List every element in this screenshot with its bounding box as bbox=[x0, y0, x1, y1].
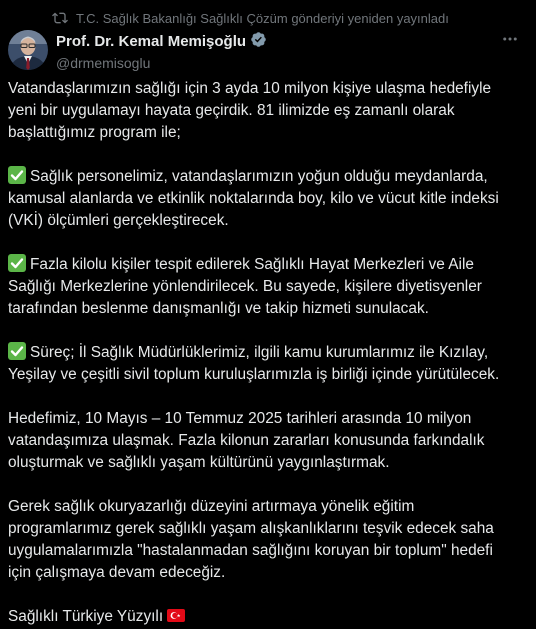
avatar[interactable] bbox=[8, 30, 48, 70]
tweet-paragraph bbox=[8, 78, 530, 144]
text-line: oluşturmak ve sağlıklı yaşam kültürünü yaygınlaştırmak. bbox=[8, 454, 390, 471]
more-options-button[interactable] bbox=[498, 29, 522, 53]
verified-badge-icon[interactable] bbox=[250, 31, 267, 52]
check-mark-icon bbox=[8, 166, 26, 184]
repost-bar[interactable] bbox=[52, 10, 449, 26]
text-line: (VKİ) ölçümleri gerçekleştirecek. bbox=[8, 212, 229, 229]
text-line: Sağlığı Merkezlerine yönlendirilecek. Bu sayede, kişilere diyetisyenler bbox=[8, 278, 482, 295]
text-line: Yeşilay ve çeşitli sivil toplum kuruluşlarımızla iş birliği içinde yürütülecek. bbox=[8, 366, 500, 383]
tweet-text bbox=[8, 78, 530, 628]
turkey-flag-icon bbox=[167, 609, 185, 622]
text-line: yeni bir uygulamayı hayata geçirdik. 81 ilimizde eş zamanlı olarak bbox=[8, 102, 455, 119]
text-line: kamusal alanlarda ve etkinlik noktalarında boy, kilo ve vücut kitle indeksi bbox=[8, 190, 499, 207]
author-info bbox=[56, 31, 267, 71]
text-line: Süreç; İl Sağlık Müdürlüklerimiz, ilgili kamu kurumlarımız ile Kızılay, bbox=[30, 344, 489, 361]
tweet-paragraph bbox=[8, 342, 530, 386]
author-handle[interactable]: @drmemisoglu bbox=[56, 55, 151, 71]
repost-text: T.C. Sağlık Bakanlığı Sağlıklı Çözüm gönderiyi yeniden yayınladı bbox=[76, 10, 449, 26]
text-line: başlattığımız program ile; bbox=[8, 124, 181, 141]
tweet-paragraph bbox=[8, 166, 530, 232]
check-mark-icon bbox=[8, 342, 26, 360]
text-line: Sağlıklı Türkiye Yüzyılı bbox=[8, 608, 164, 625]
text-line: için çalışmaya devam edeceğiz. bbox=[8, 564, 226, 581]
text-line: Fazla kilolu kişiler tespit edilerek Sağlıklı Hayat Merkezleri ve Aile bbox=[30, 256, 474, 273]
repost-icon bbox=[52, 10, 68, 26]
text-line: Vatandaşlarımızın sağlığı için 3 ayda 10 milyon kişiye ulaşma hedefiyle bbox=[8, 80, 492, 97]
tweet-paragraph bbox=[8, 606, 530, 628]
check-mark-icon bbox=[8, 254, 26, 272]
text-line: Sağlık personelimiz, vatandaşlarımızın yoğun olduğu meydanlarda, bbox=[30, 168, 488, 185]
text-line: vatandaşımıza ulaşmak. Fazla kilonun zararları konusunda farkındalık bbox=[8, 432, 485, 449]
text-line: Gerek sağlık okuryazarlığı düzeyini artırmaya yönelik eğitim bbox=[8, 498, 415, 515]
more-icon bbox=[501, 30, 519, 53]
tweet-paragraph bbox=[8, 496, 530, 584]
tweet-paragraph bbox=[8, 254, 530, 320]
text-line: tarafından beslenme danışmanlığı ve takip hizmeti sunulacak. bbox=[8, 300, 429, 317]
tweet-paragraph bbox=[8, 408, 530, 474]
text-line: uygulamalarımızla "hastalanmadan sağlığını koruyan bir toplum" hedefi bbox=[8, 542, 493, 559]
author-name[interactable]: Prof. Dr. Kemal Memişoğlu bbox=[56, 33, 247, 50]
text-line: programlarımız gerek sağlıklı yaşam alışkanlıklarını teşvik edecek saha bbox=[8, 520, 494, 537]
text-line: Hedefimiz, 10 Mayıs – 10 Temmuz 2025 tarihleri arasında 10 milyon bbox=[8, 410, 472, 427]
tweet-header bbox=[8, 29, 522, 69]
